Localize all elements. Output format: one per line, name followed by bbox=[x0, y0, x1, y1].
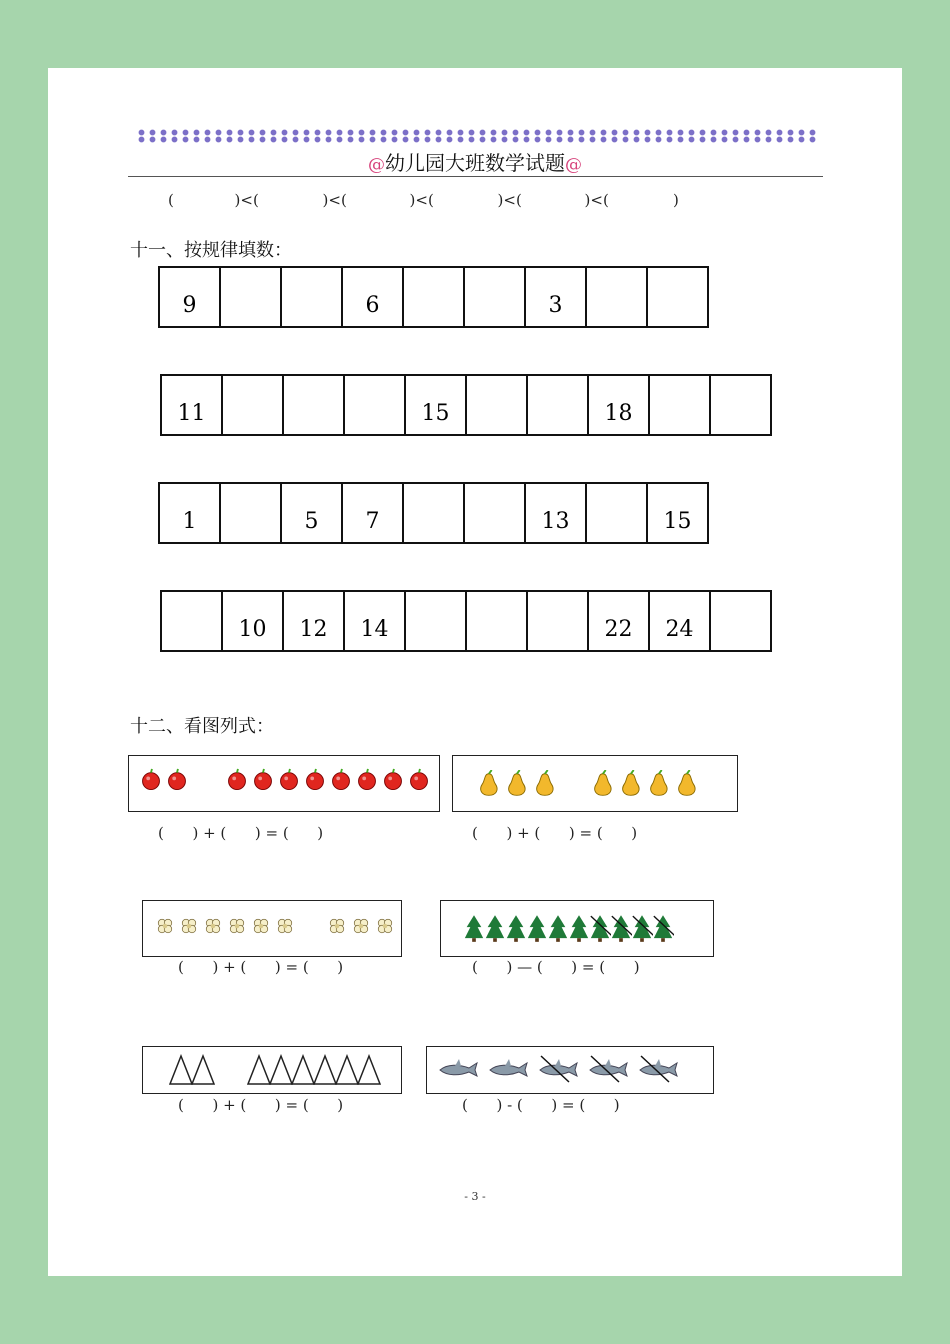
sharks-picture bbox=[426, 1046, 714, 1094]
number-cell bbox=[526, 484, 587, 542]
number-cell bbox=[467, 376, 528, 434]
number-cell bbox=[467, 592, 528, 650]
number-cell bbox=[343, 268, 404, 326]
tree-icon bbox=[589, 913, 611, 945]
number-cell bbox=[282, 484, 343, 542]
pear-icon bbox=[615, 770, 643, 800]
triangle-icon bbox=[313, 1054, 337, 1086]
number-cell bbox=[160, 268, 221, 326]
number-value: 15 bbox=[663, 509, 692, 534]
number-cell bbox=[587, 484, 648, 542]
triangle-icon bbox=[169, 1054, 193, 1086]
number-cell bbox=[528, 592, 589, 650]
number-value: 13 bbox=[541, 509, 570, 534]
equation-pears: ( ) + ( ) = ( ) bbox=[472, 824, 638, 842]
number-cell bbox=[711, 592, 770, 650]
triangle-icon bbox=[357, 1054, 381, 1086]
flower-icon bbox=[225, 917, 249, 941]
page-title bbox=[0, 147, 950, 176]
number-value: 14 bbox=[360, 617, 389, 642]
triangle-icon bbox=[335, 1054, 359, 1086]
number-value: 12 bbox=[299, 617, 328, 642]
flower-icon bbox=[201, 917, 225, 941]
number-cell bbox=[221, 484, 282, 542]
flower-icon bbox=[177, 917, 201, 941]
triangles-picture bbox=[142, 1046, 402, 1094]
shark-icon bbox=[489, 1054, 529, 1086]
number-cell bbox=[345, 376, 406, 434]
compare-part: )<( bbox=[400, 191, 434, 209]
number-cell bbox=[648, 484, 707, 542]
number-cell bbox=[160, 484, 221, 542]
number-cell bbox=[345, 592, 406, 650]
tree-icon bbox=[505, 913, 527, 945]
number-value: 15 bbox=[421, 401, 450, 426]
number-value: 24 bbox=[665, 617, 694, 642]
triangle-icon bbox=[247, 1054, 271, 1086]
equation-trees: ( ) — ( ) = ( ) bbox=[472, 958, 640, 976]
number-cell bbox=[465, 484, 526, 542]
number-cell bbox=[162, 376, 223, 434]
number-value: 10 bbox=[238, 617, 267, 642]
section-heading-12: 十二、看图列式： bbox=[130, 716, 274, 737]
header-rule bbox=[128, 176, 823, 177]
flower-icon bbox=[373, 917, 397, 941]
number-cell bbox=[587, 268, 648, 326]
number-grid-1 bbox=[158, 266, 709, 328]
number-cell bbox=[589, 592, 650, 650]
number-cell bbox=[284, 592, 345, 650]
number-cell bbox=[404, 484, 465, 542]
apple-icon bbox=[251, 768, 275, 798]
number-cell bbox=[528, 376, 589, 434]
number-cell bbox=[343, 484, 404, 542]
apple-icon bbox=[225, 768, 249, 798]
pear-icon bbox=[529, 770, 557, 800]
flower-icon bbox=[153, 917, 177, 941]
equation-flowers: ( ) + ( ) = ( ) bbox=[178, 958, 344, 976]
number-cell bbox=[526, 268, 587, 326]
compare-part: )<( bbox=[313, 191, 347, 209]
number-grid-2 bbox=[160, 374, 772, 436]
number-cell bbox=[162, 592, 223, 650]
title-text: 幼儿园大班数学试题 bbox=[385, 151, 565, 175]
number-cell bbox=[650, 592, 711, 650]
shark-icon bbox=[539, 1054, 579, 1086]
shark-icon bbox=[639, 1054, 679, 1086]
number-cell bbox=[465, 268, 526, 326]
number-value: 9 bbox=[182, 293, 197, 318]
swirl-icon: @ bbox=[565, 155, 582, 175]
number-value: 7 bbox=[365, 509, 380, 534]
pear-icon bbox=[643, 770, 671, 800]
equation-apples: ( ) + ( ) = ( ) bbox=[158, 824, 324, 842]
apple-icon bbox=[329, 768, 353, 798]
flower-icon bbox=[249, 917, 273, 941]
shark-icon bbox=[589, 1054, 629, 1086]
pear-icon bbox=[587, 770, 615, 800]
shark-icon bbox=[439, 1054, 479, 1086]
pear-icon bbox=[671, 770, 699, 800]
number-cell bbox=[589, 376, 650, 434]
apple-icon bbox=[303, 768, 327, 798]
pear-icon bbox=[473, 770, 501, 800]
equation-sharks: ( ) - ( ) = ( ) bbox=[462, 1096, 620, 1114]
apples-picture bbox=[128, 755, 440, 812]
compare-part: ( bbox=[168, 191, 174, 209]
compare-part: ) bbox=[673, 191, 679, 209]
number-cell bbox=[648, 268, 707, 326]
apple-icon bbox=[165, 768, 189, 798]
tree-icon bbox=[631, 913, 653, 945]
section-heading-11: 十一、按规律填数： bbox=[130, 240, 292, 261]
pear-icon bbox=[501, 770, 529, 800]
equation-triangles: ( ) + ( ) = ( ) bbox=[178, 1096, 344, 1114]
apple-icon bbox=[355, 768, 379, 798]
number-cell bbox=[221, 268, 282, 326]
number-value: 18 bbox=[604, 401, 633, 426]
apple-icon bbox=[139, 768, 163, 798]
page-number: - 3 - bbox=[464, 1190, 486, 1203]
compare-part: )<( bbox=[225, 191, 259, 209]
number-value: 5 bbox=[304, 509, 319, 534]
swirl-icon: @ bbox=[368, 155, 385, 175]
tree-icon bbox=[610, 913, 632, 945]
number-cell bbox=[650, 376, 711, 434]
apple-icon bbox=[407, 768, 431, 798]
flowers-picture bbox=[142, 900, 402, 957]
tree-icon bbox=[463, 913, 485, 945]
tree-icon bbox=[547, 913, 569, 945]
apple-icon bbox=[277, 768, 301, 798]
flower-icon bbox=[349, 917, 373, 941]
tree-icon bbox=[652, 913, 674, 945]
number-value: 22 bbox=[604, 617, 633, 642]
number-value: 11 bbox=[177, 401, 206, 426]
number-cell bbox=[404, 268, 465, 326]
flower-icon bbox=[325, 917, 349, 941]
pears-picture bbox=[452, 755, 738, 812]
triangle-icon bbox=[291, 1054, 315, 1086]
number-cell bbox=[223, 592, 284, 650]
tree-icon bbox=[484, 913, 506, 945]
number-cell bbox=[711, 376, 770, 434]
number-grid-4 bbox=[160, 590, 772, 652]
number-grid-3 bbox=[158, 482, 709, 544]
number-value: 1 bbox=[182, 509, 197, 534]
number-cell bbox=[406, 376, 467, 434]
triangle-icon bbox=[269, 1054, 293, 1086]
trees-picture bbox=[440, 900, 714, 957]
apple-icon bbox=[381, 768, 405, 798]
number-cell bbox=[223, 376, 284, 434]
number-cell bbox=[406, 592, 467, 650]
triangle-icon bbox=[191, 1054, 215, 1086]
compare-part: )<( bbox=[575, 191, 609, 209]
flower-icon bbox=[273, 917, 297, 941]
number-cell bbox=[282, 268, 343, 326]
number-value: 6 bbox=[365, 293, 380, 318]
number-value: 3 bbox=[548, 293, 563, 318]
tree-icon bbox=[568, 913, 590, 945]
dotted-border-decoration bbox=[136, 129, 816, 143]
tree-icon bbox=[526, 913, 548, 945]
compare-part: )<( bbox=[488, 191, 522, 209]
number-cell bbox=[284, 376, 345, 434]
